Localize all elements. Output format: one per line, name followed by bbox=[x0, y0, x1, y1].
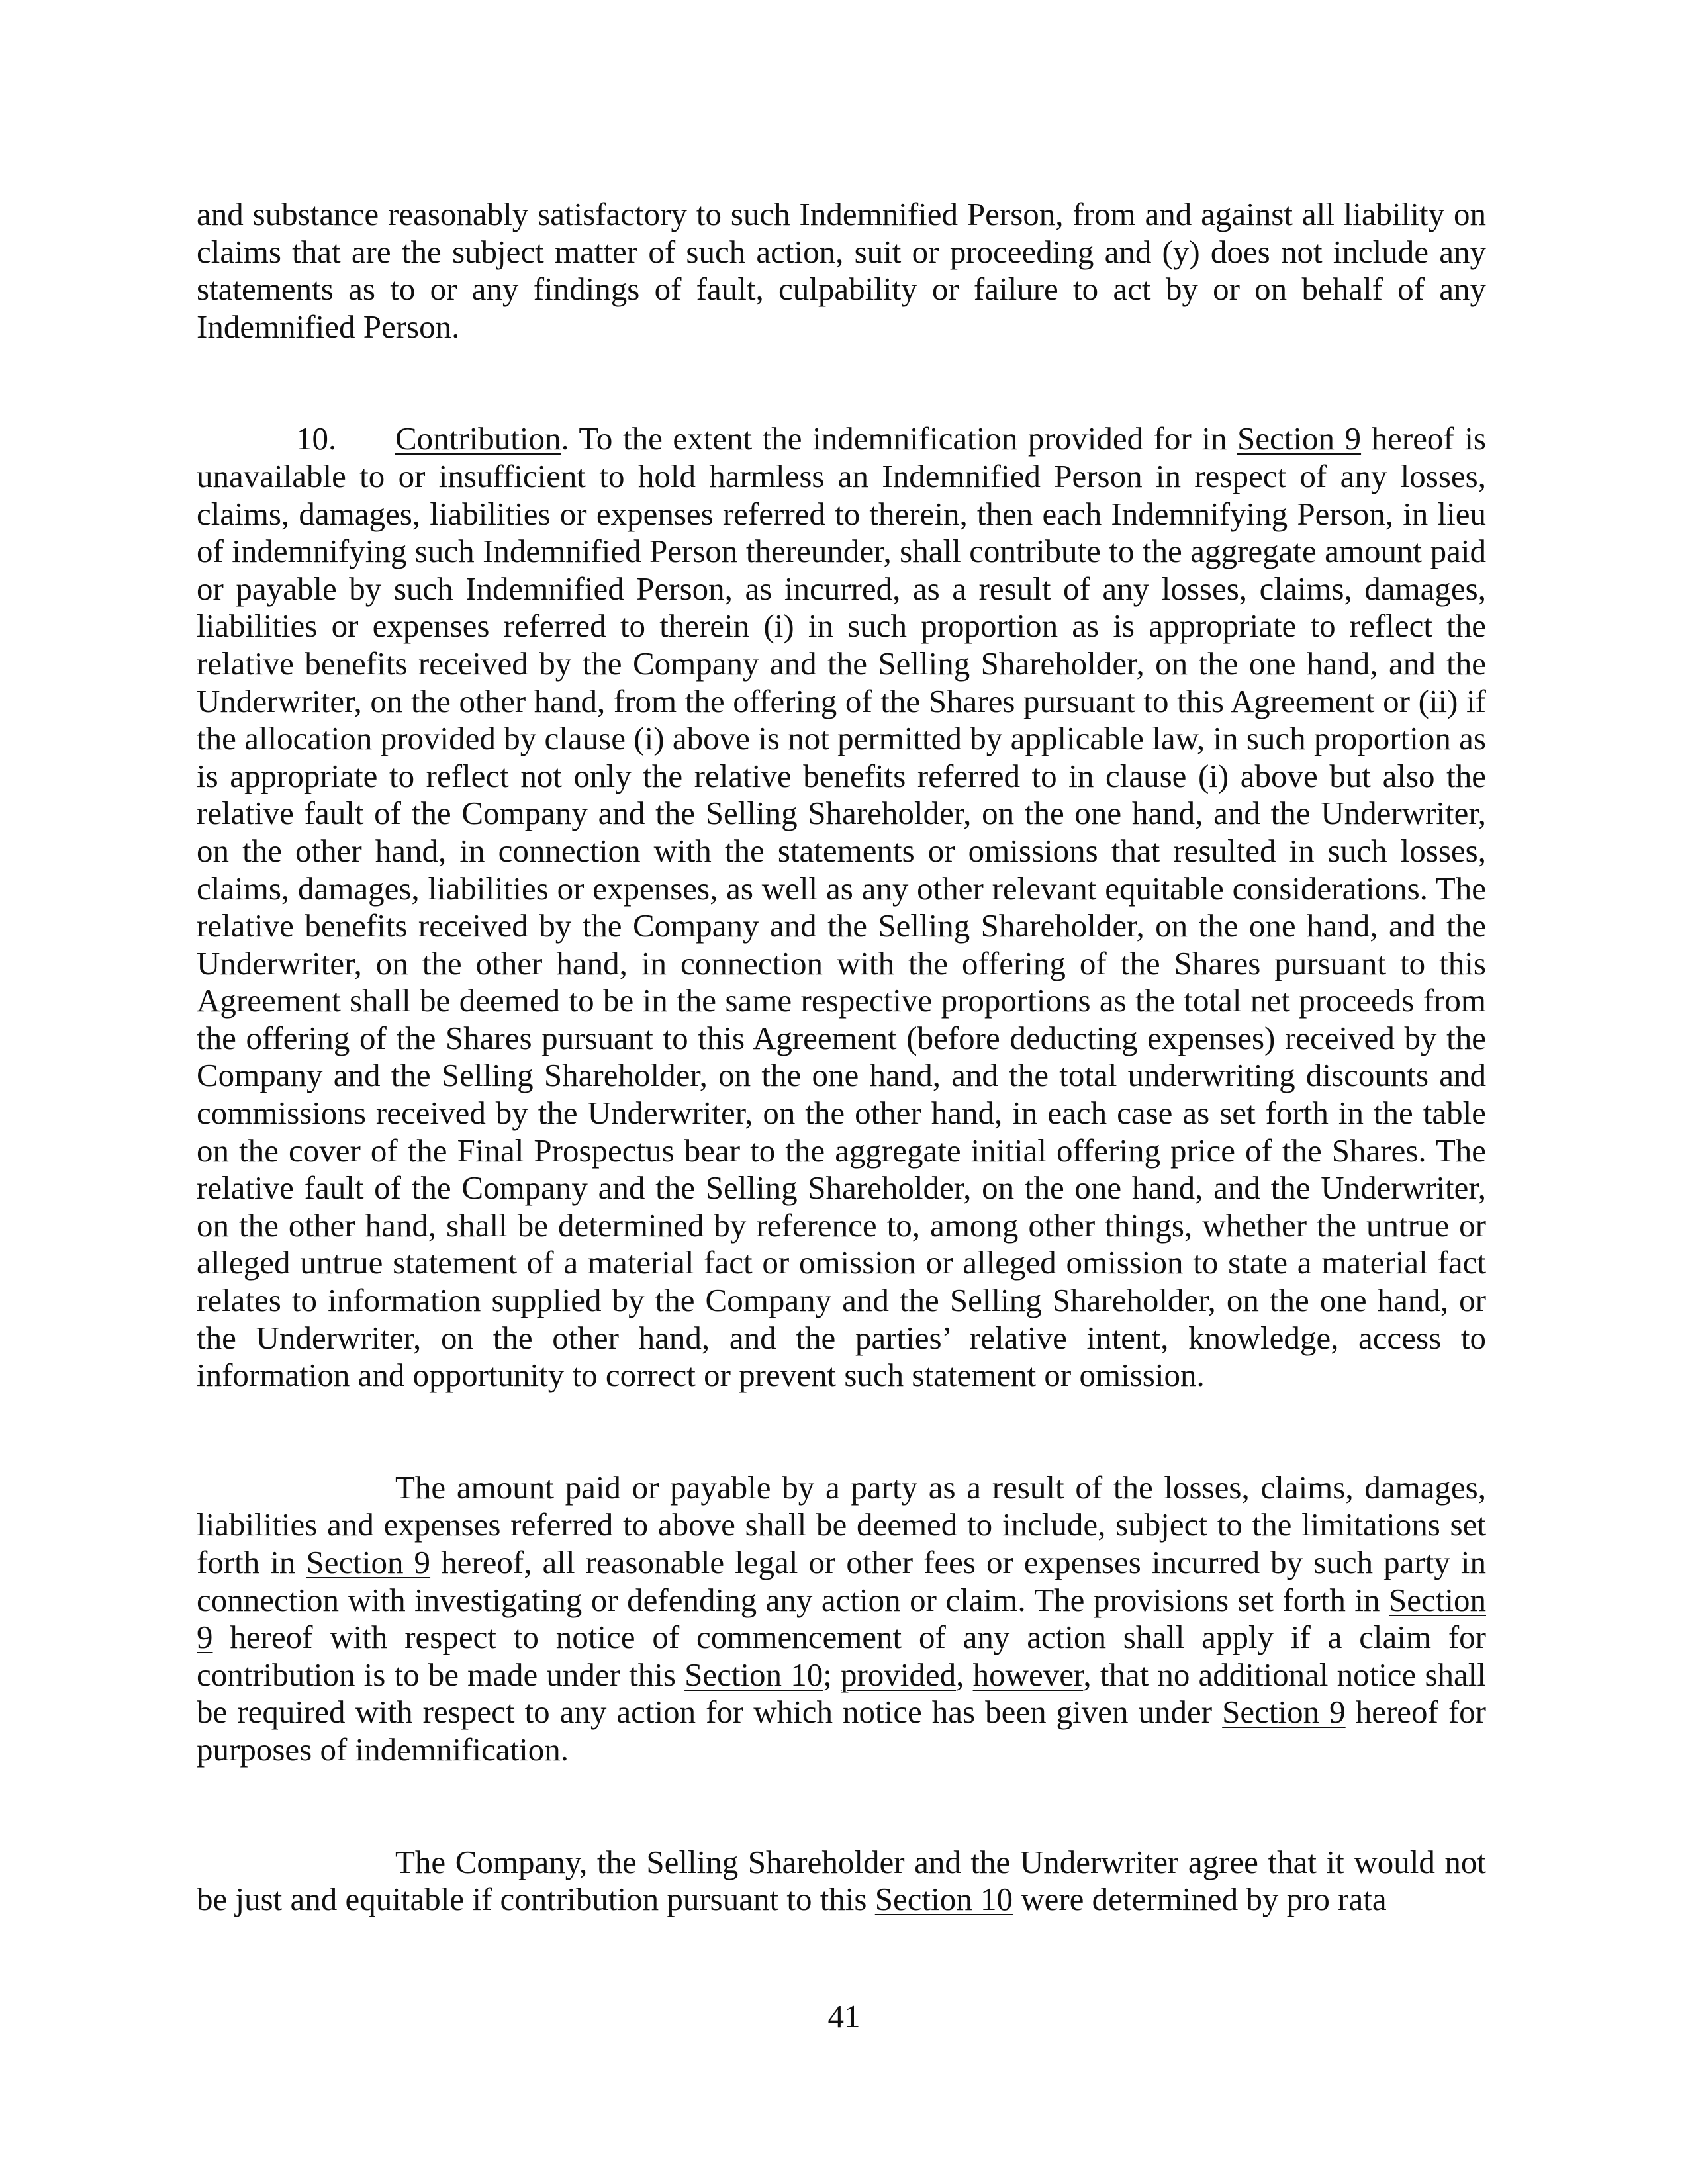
provided-term: provided bbox=[840, 1656, 957, 1693]
para2-text-2: hereof, all reasonable legal or other fees or expenses incurred by such party in connection with investigating or defending any action or claim. The provisions set forth in bbox=[197, 1544, 1486, 1618]
section-10-text-2: hereof is unavailable to or insufficient to hold harmless an Indemnified Person in respect of any losses, claims, damages, liabilities or expenses referred to therein, then each Indemnifying Person, in lieu of indemnifying such Indemnified Person thereunder, shall contribute to the aggregate amount paid or payable by such Indemnified Person, as incurred, as a result of any losses, claims, damages, liabilities or expenses referred to therein (i) in such proportion as is appropriate to reflect the relative benefits received by the Company and the Selling Shareholder, on the one hand, and the Underwriter, on the other hand, from the offering of the Shares pursuant to this Agreement or (ii) if the allocation provided by clause (i) above is not permitted by applicable law, in such proportion as is appropriate to reflect not only the relative benefits referred to in clause (i) above but also the relative fault of the Company and the Selling Shareholder, on the one hand, and the Underwriter, on the other hand, in connection with the statements or omissions that resulted in such losses, claims, damages, liabilities or expenses, as well as any other relevant equitable considerations. The relative benefits received by the Company and the Selling Shareholder, on the one hand, and the Underwriter, on the other hand, in connection with the offering of the Shares pursuant to this Agreement shall be deemed to be in the same respective proportions as the total net proceeds from the offering of the Shares pursuant to this Agreement (before deducting expenses) received by the Company and the Selling Shareholder, on the one hand, and the total underwriting discounts and commissions received by the Underwriter, on the other hand, in each case as set forth in the table on the cover of the Final Prospectus bear to the aggregate initial offering price of the Shares. The relative fault of the Company and the Selling Shareholder, on the one hand, and the Underwriter, on the other hand, shall be determined by reference to, among other things, whether the untrue or alleged untrue statement of a material fact or omission or alleged omission to state a material fact relates to information supplied by the Company and the Selling Shareholder, on the one hand, or the Underwriter, on the other hand, and the parties’ relative intent, knowledge, access to information and opportunity to correct or prevent such statement or omission. bbox=[197, 420, 1486, 1394]
section-9-reference: Section 9 bbox=[1237, 420, 1362, 457]
section-9-reference: Section 9 bbox=[306, 1544, 431, 1580]
page-number: 41 bbox=[827, 1998, 861, 2034]
para2-text-5: , bbox=[956, 1656, 973, 1693]
section-10-paragraph bbox=[197, 420, 1486, 1394]
section-10-reference: Section 10 bbox=[684, 1656, 823, 1693]
document-page bbox=[197, 196, 1486, 1919]
para2-text-4: ; bbox=[823, 1656, 841, 1693]
para2-text-7: hereof for purposes of indemnification. bbox=[197, 1694, 1486, 1768]
section-9-reference: Section 9 bbox=[1222, 1694, 1346, 1731]
section-10-text-1: To the extent the indemnification provided for in bbox=[569, 420, 1238, 457]
continuation-paragraph bbox=[197, 196, 1486, 345]
section-heading-period: . bbox=[561, 420, 569, 457]
para2-text-1: The amount paid or payable by a party as a result of the losses, claims, damages, liabilities and expenses referred to above shall be deemed to include, subject to the limitations set forth in bbox=[197, 1469, 1486, 1580]
however-term: however bbox=[972, 1656, 1084, 1693]
para2-text-3: hereof with respect to notice of commencement of any action shall apply if a claim for contribution is to be made under this bbox=[197, 1619, 1486, 1693]
section-number: 10. bbox=[296, 420, 337, 457]
continuation-text: and substance reasonably satisfactory to such Indemnified Person, from and against all liability on claims that are the subject matter of such action, suit or proceeding and (y) does not include any statements as to or any findings of fault, culpability or failure to act by or on behalf of any Indemnified Person. bbox=[197, 196, 1486, 345]
para2-text-6: , that no additional notice shall be required with respect to any action for which notice has been given under bbox=[197, 1656, 1486, 1731]
para3-text-1: The Company, the Selling Shareholder and the Underwriter agree that it would not be just and equitable if contribution pursuant to this bbox=[197, 1843, 1486, 1918]
para3-text-2: were determined by pro rata bbox=[1012, 1881, 1387, 1918]
section-heading: Contribution bbox=[395, 420, 561, 457]
pro-rata-paragraph bbox=[197, 1844, 1486, 1919]
amount-paid-paragraph bbox=[197, 1469, 1486, 1769]
section-9-reference: Section 9 bbox=[197, 1581, 1486, 1656]
section-10-reference: Section 10 bbox=[874, 1881, 1013, 1918]
